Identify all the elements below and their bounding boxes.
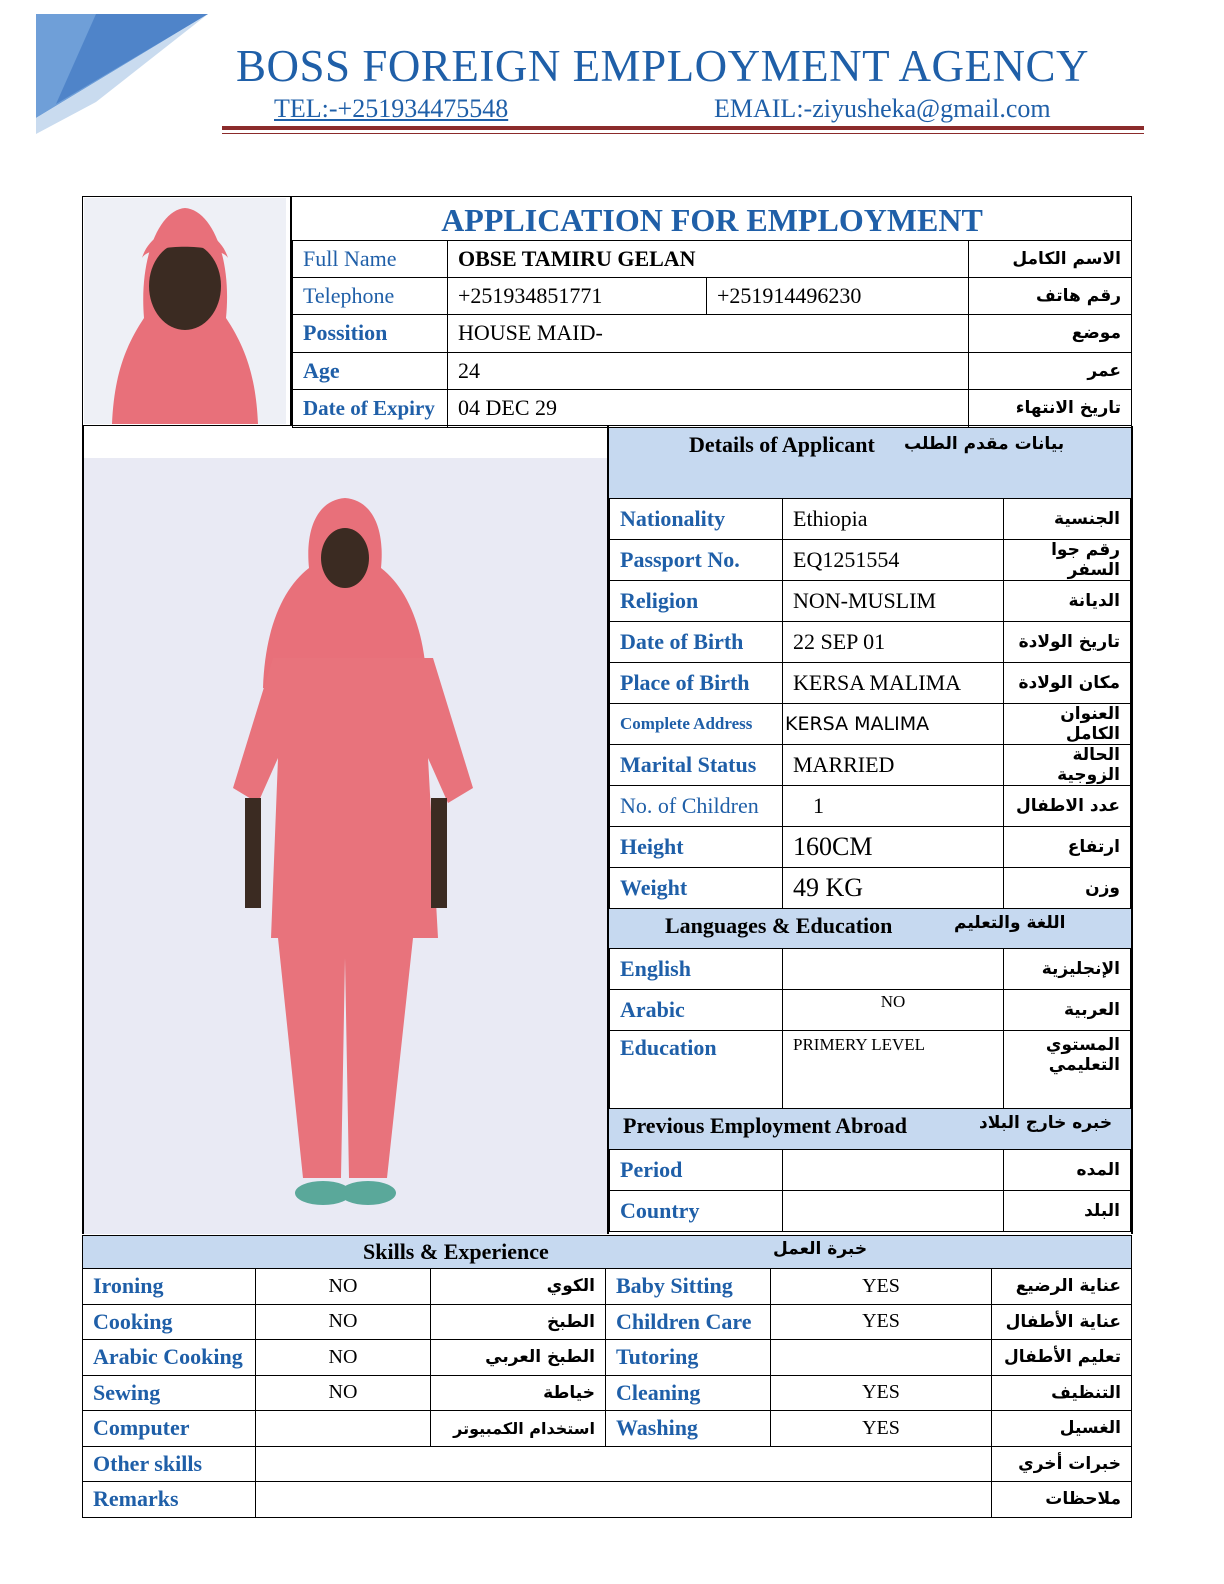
header-rule-thin	[222, 133, 1144, 134]
skill-children-care-value: YES	[771, 1304, 992, 1340]
ar-period: المده	[1004, 1150, 1131, 1191]
ar-passport: رقم جوا السفر	[1004, 540, 1131, 581]
label-age: Age	[293, 352, 448, 389]
ar-marital-status: الحالة الزوجية	[1004, 745, 1131, 786]
other-skills-ar: خبرات أخري	[992, 1446, 1132, 1482]
skill-computer-value	[256, 1411, 431, 1447]
ar-english: الإنجليزية	[1004, 949, 1131, 990]
skill-ironing-ar: الكوي	[431, 1269, 606, 1305]
value-religion: NON-MUSLIM	[783, 581, 1004, 622]
value-period	[783, 1150, 1004, 1191]
label-date-of-expiry: Date of Expiry	[293, 389, 448, 427]
label-date-of-birth: Date of Birth	[610, 622, 783, 663]
header-rule	[222, 126, 1144, 130]
email-text: EMAIL:-ziyusheka@gmail.com	[714, 94, 1051, 123]
top-info-table	[292, 240, 1132, 428]
skill-washing-ar: الغسيل	[992, 1411, 1132, 1447]
details-table	[609, 498, 1131, 909]
previous-header-ar: خبره خارج البلاد	[979, 1113, 1113, 1133]
skill-children-care-label: Children Care	[606, 1304, 771, 1340]
previous-header	[609, 1109, 1131, 1149]
label-height: Height	[610, 827, 783, 868]
details-header	[609, 428, 1131, 498]
value-no-of-children: 1	[783, 786, 1004, 827]
other-skills-label: Other skills	[83, 1446, 256, 1482]
skill-arabic-cooking-label: Arabic Cooking	[83, 1340, 256, 1376]
label-period: Period	[610, 1150, 783, 1191]
ar-arabic: العربية	[1004, 990, 1131, 1031]
skill-children-care-ar: عناية الأطفال	[992, 1304, 1132, 1340]
ar-weight: وزن	[1004, 868, 1131, 909]
skill-computer-label: Computer	[83, 1411, 256, 1447]
label-nationality: Nationality	[610, 499, 783, 540]
applicant-full-body-photo	[83, 458, 607, 1234]
value-arabic: NO	[783, 990, 1004, 1031]
details-header-ar: بيانات مقدم الطلب	[904, 434, 1065, 454]
remarks-label: Remarks	[83, 1482, 256, 1518]
skill-washing-label: Washing	[606, 1411, 771, 1447]
label-english: English	[610, 949, 783, 990]
skill-cleaning-ar: التنظيف	[992, 1375, 1132, 1411]
value-position: HOUSE MAID-	[448, 315, 969, 352]
languages-header	[609, 908, 1131, 949]
skills-table	[82, 1268, 1132, 1518]
remarks-ar: ملاحظات	[992, 1482, 1132, 1518]
skill-tutoring-ar: تعليم الأطفال	[992, 1340, 1132, 1376]
ar-date-of-expiry: تاريخ الانتهاء	[969, 389, 1132, 427]
skill-washing-value: YES	[771, 1411, 992, 1447]
applicant-portrait-photo	[84, 198, 286, 424]
skill-arabic-cooking-value: NO	[256, 1340, 431, 1376]
label-religion: Religion	[610, 581, 783, 622]
label-arabic: Arabic	[610, 990, 783, 1031]
label-education: Education	[610, 1031, 783, 1109]
skill-ironing-value: NO	[256, 1269, 431, 1305]
skill-baby-sitting-ar: عناية الرضيع	[992, 1269, 1132, 1305]
skill-baby-sitting-label: Baby Sitting	[606, 1269, 771, 1305]
ar-nationality: الجنسية	[1004, 499, 1131, 540]
label-place-of-birth: Place of Birth	[610, 663, 783, 704]
tel-link[interactable]: TEL:-+251934475548	[274, 94, 509, 123]
value-english	[783, 949, 1004, 990]
ar-place-of-birth: مكان الولادة	[1004, 663, 1131, 704]
value-complete-address: KERSA MALIMA	[783, 704, 1004, 745]
skill-baby-sitting-value: YES	[771, 1269, 992, 1305]
ar-position: موضع	[969, 315, 1132, 352]
ar-age: عمر	[969, 352, 1132, 389]
remarks-value	[256, 1482, 992, 1518]
label-passport: Passport No.	[610, 540, 783, 581]
skill-cleaning-value: YES	[771, 1375, 992, 1411]
form-title: APPLICATION FOR EMPLOYMENT	[441, 202, 983, 238]
value-passport: EQ1251554	[783, 540, 1004, 581]
ar-telephone: رقم هاتف	[969, 278, 1132, 315]
ar-country: البلد	[1004, 1191, 1131, 1232]
skill-ironing-label: Ironing	[83, 1269, 256, 1305]
value-marital-status: MARRIED	[783, 745, 1004, 786]
skill-arabic-cooking-ar: الطبخ العربي	[431, 1340, 606, 1376]
skill-tutoring-value	[771, 1340, 992, 1376]
value-nationality: Ethiopia	[783, 499, 1004, 540]
ar-education: المستوي التعليمي	[1004, 1031, 1131, 1109]
languages-table	[609, 948, 1131, 1109]
value-education: PRIMERY LEVEL	[783, 1031, 1004, 1109]
skills-header	[82, 1235, 1132, 1269]
value-date-of-birth: 22 SEP 01	[783, 622, 1004, 663]
languages-header-en: Languages & Education	[665, 913, 893, 938]
skill-computer-ar: استخدام الكمبيوتر	[431, 1411, 606, 1447]
value-full-name: OBSE TAMIRU GELAN	[448, 241, 969, 278]
agency-logo	[36, 14, 212, 134]
skill-cooking-label: Cooking	[83, 1304, 256, 1340]
other-skills-value	[256, 1446, 992, 1482]
label-weight: Weight	[610, 868, 783, 909]
skill-cooking-ar: الطبخ	[431, 1304, 606, 1340]
left-col-border	[82, 426, 84, 1234]
label-position: Possition	[293, 315, 448, 352]
ar-complete-address: العنوان الكامل	[1004, 704, 1131, 745]
skill-cooking-value: NO	[256, 1304, 431, 1340]
skill-tutoring-label: Tutoring	[606, 1340, 771, 1376]
details-header-en: Details of Applicant	[689, 432, 875, 457]
value-place-of-birth: KERSA MALIMA	[783, 663, 1004, 704]
languages-header-ar: اللغة والتعليم	[954, 913, 1066, 933]
value-weight: 49 KG	[783, 868, 1004, 909]
label-country: Country	[610, 1191, 783, 1232]
skill-sewing-value: NO	[256, 1375, 431, 1411]
label-telephone: Telephone	[293, 278, 448, 315]
skill-sewing-label: Sewing	[83, 1375, 256, 1411]
ar-religion: الديانة	[1004, 581, 1131, 622]
label-full-name: Full Name	[293, 241, 448, 278]
ar-no-of-children: عدد الاطفال	[1004, 786, 1131, 827]
right-col-right-border	[1131, 426, 1133, 1234]
ar-date-of-birth: تاريخ الولادة	[1004, 622, 1131, 663]
value-age: 24	[448, 352, 969, 389]
label-marital-status: Marital Status	[610, 745, 783, 786]
skills-header-ar: خبرة العمل	[773, 1239, 868, 1259]
value-country	[783, 1191, 1004, 1232]
ar-full-name: الاسم الكامل	[969, 241, 1132, 278]
value-date-of-expiry: 04 DEC 29	[448, 389, 969, 427]
value-telephone-1: +251934851771	[448, 278, 707, 315]
value-telephone-2: +251914496230	[707, 278, 969, 315]
previous-header-en: Previous Employment Abroad	[623, 1113, 907, 1138]
label-complete-address: Complete Address	[610, 704, 783, 745]
value-height: 160CM	[783, 827, 1004, 868]
label-no-of-children: No. of Children	[610, 786, 783, 827]
skills-header-en: Skills & Experience	[363, 1239, 549, 1264]
agency-name: BOSS FOREIGN EMPLOYMENT AGENCY	[236, 41, 1090, 91]
skill-sewing-ar: خياطة	[431, 1375, 606, 1411]
previous-table	[609, 1149, 1131, 1232]
ar-height: ارتفاع	[1004, 827, 1131, 868]
skill-cleaning-label: Cleaning	[606, 1375, 771, 1411]
